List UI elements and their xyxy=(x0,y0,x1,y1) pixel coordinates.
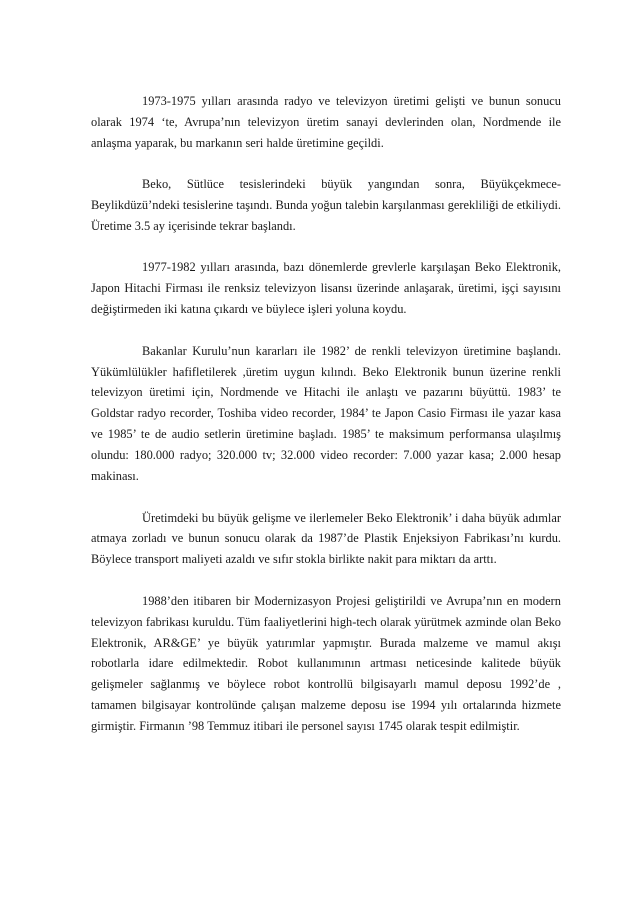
paragraph-color-tv-production: Bakanlar Kurulu’nun kararları ile 1982’ de renkli televizyon üretimine başlandı. Yükümlülükler hafifletilerek ,üretim uygun kılındı. Beko Elektronik bunun üzerine renkli televizyon üretimi için, Nordmende ve Hitachi ile anlaştı ve pazarını büyüttü. 1983’ te Goldstar radyo recorder, Toshiba video recorder, 1984’ te Japon Casio Firması ile yazar kasa ve 1985’ te de audio setlerin üretimine başladı. 1985’ te maksimum performansa ulaşılmış olundu: 180.000 radyo; 320.000 tv; 32.000 video recorder: 7.000 yazar kasa; 2.000 hesap makinası. xyxy=(91,343,561,484)
paragraph-modernization-project: 1988’den itibaren bir Modernizasyon Projesi geliştirildi ve Avrupa’nın en modern televizyon fabrikası kuruldu. Tüm faaliyetlerini high-tech olarak yürütmek azminde olan Beko Elektronik, AR&GE’ ye büyük yatırımlar yapmıştır. Burada malzeme ve mamul akışı robotlarla idare edilmektedir. Robot kullanımının artması neticesinde kalitede büyük gelişmeler sağlanmış ve böylece robot kontrollü bilgisayarlı mamul deposu 1992’de , tamamen bilgisayar kontrolünde çalışan malzeme deposu ise 1994 yılı ortalarında hizmete girmiştir. Firmanın ’98 Temmuz itibari ile personel sayısı 1745 olarak tespit edilmiştir. xyxy=(91,593,561,734)
document-body xyxy=(91,91,561,758)
paragraph-factory-relocation: Beko, Sütlüce tesislerindeki büyük yangından sonra, Büyükçekmece-Beylikdüzü’ndeki tesislerine taşındı. Bunda yoğun talebin karşılanması gerekliliği de etkiliydi. Üretime 3.5 ay içerisinde tekrar başlandı. xyxy=(91,177,561,234)
paragraph-hitachi-license: 1977-1982 yılları arasında, bazı dönemlerde grevlerle karşılaşan Beko Elektronik, Japon Hitachi Firması ile renksiz televizyon lisansı üzerinde anlaşarak, üretimi, işçi sayısını değiştirmeden iki katına çıkardı ve büylece işleri yoluna koydu. xyxy=(91,260,561,317)
paragraph-plastic-injection-factory: Üretimdeki bu büyük gelişme ve ilerlemeler Beko Elektronik’ i daha büyük adımlar atmaya zorladı ve bunun sonucu olarak da 1987’de Plastik Enjeksiyon Fabrikası’nı kurdu. Böylece transport maliyeti azaldı ve sıfır stokla birlikte nakit para miktarı da arttı. xyxy=(91,510,561,567)
paragraph-nordmende-agreement: 1973-1975 yılları arasında radyo ve televizyon üretimi gelişti ve bunun sonucu olarak 1974 ‘te, Avrupa’nın televizyon üretim sanayi devlerinden olan, Nordmende ile anlaşma yaparak, bu markanın seri halde üretimine geçildi. xyxy=(91,94,561,150)
